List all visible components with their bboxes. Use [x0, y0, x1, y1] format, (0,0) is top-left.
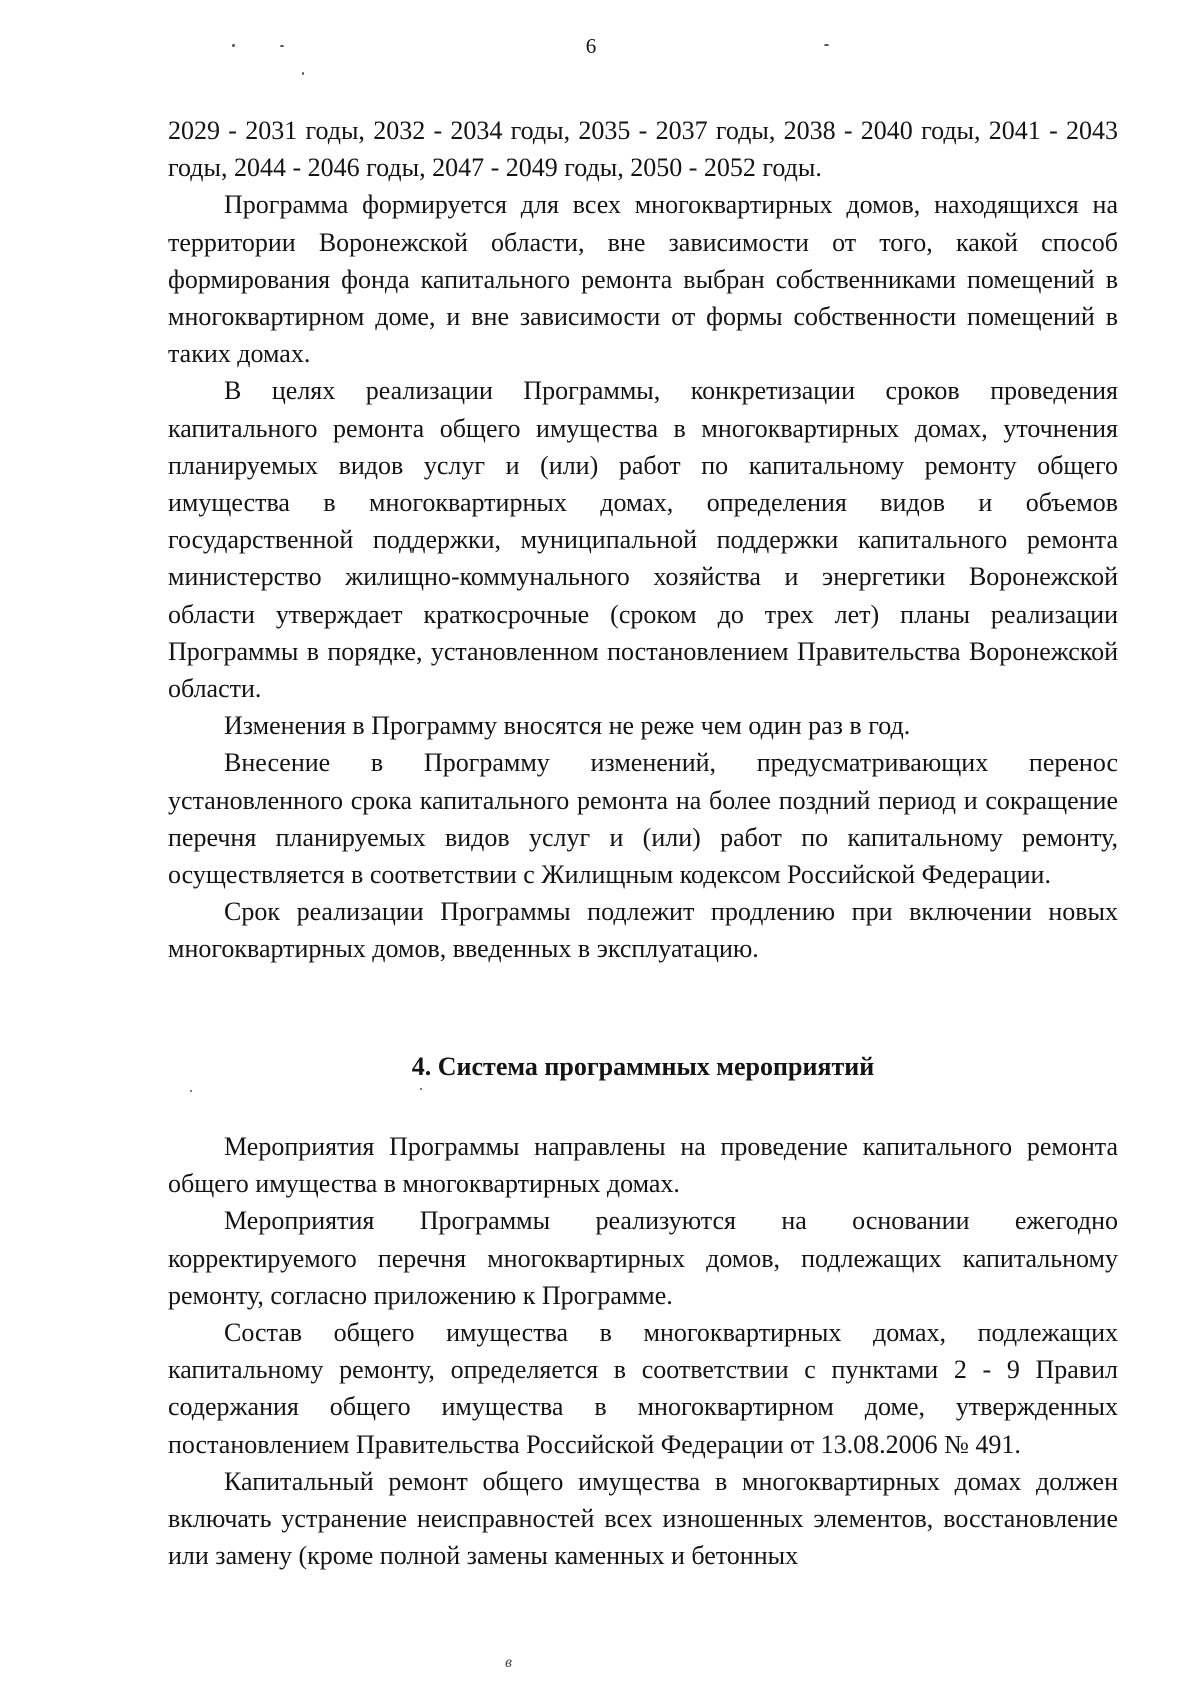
scan-speck [302, 72, 304, 75]
page-number: 6 [585, 34, 597, 58]
paragraph: В целях реализации Программы, конкретизации сроков проведения капитального ремонта общего имущества в многоквартирных домах, уточнения планируемых видов услуг и (или) работ по капитальному ремонту общего имущества в многоквартирных домах, определения видов и объемов государственной поддержки, муниципальной поддержки капитального ремонта министерство жилищно-коммунального хозяйства и энергетики Воронежской области утверждает краткосрочные (сроком до трех лет) планы реализации Программы в порядке, установленном постановлением Правительства Воронежской области. [168, 376, 1118, 704]
paragraph: 2029 - 2031 годы, 2032 - 2034 годы, 2035 - 2037 годы, 2038 - 2040 годы, 2041 - 2043 годы, 2044 - 2046 годы, 2047 - 2049 годы, 2050 - 2052 годы. [168, 116, 1118, 183]
scan-speck [190, 1090, 192, 1092]
paragraph: Внесение в Программу изменений, предусматривающих перенос установленного срока капитального ремонта на более поздний период и сокращение перечня планируемых видов услуг и (или) работ по капитальному ремонту, осуществляется в соответствии с Жилищным кодексом Российской Федерации. [168, 748, 1118, 890]
scan-speck [420, 1088, 422, 1090]
paragraph: Программа формируется для всех многоквартирных домов, находящихся на территории Воронежской области, вне зависимости от того, какой способ формирования фонда капитального ремонта выбран собственниками помещений в многоквартирном доме, и вне зависимости от формы собственности помещений в таких домах. [168, 190, 1118, 369]
body-text-upper [168, 112, 1118, 968]
body-text-lower [168, 1128, 1118, 1574]
paragraph: Изменения в Программу вносятся не реже чем один раз в год. [224, 711, 911, 741]
paragraph: Мероприятия Программы реализуются на основании ежегодно корректируемого перечня многоквартирных домов, подлежащих капитальному ремонту, согласно приложению к Программе. [168, 1206, 1118, 1310]
paragraph: Мероприятия Программы направлены на проведение капитального ремонта общего имущества в многоквартирных домах. [168, 1132, 1118, 1199]
section-heading: 4. Система программных мероприятий [411, 1052, 875, 1081]
footer-mark: в [505, 1654, 512, 1671]
paragraph: Капитальный ремонт общего имущества в многоквартирных домах должен включать устранение неисправностей всех изношенных элементов, восстановление или замену (кроме полной замены каменных и бетонных [168, 1466, 1118, 1571]
paragraph: Состав общего имущества в многоквартирных домах, подлежащих капитальному ремонту, определяется в соответствии с пунктами 2 - 9 Правил содержания общего имущества в многоквартирном доме, утвержденных постановлением Правительства Российской Федерации от 13.08.2006 № 491. [168, 1318, 1118, 1459]
paragraph: Срок реализации Программы подлежит продлению при включении новых многоквартирных домов, введенных в эксплуатацию. [168, 897, 1118, 964]
